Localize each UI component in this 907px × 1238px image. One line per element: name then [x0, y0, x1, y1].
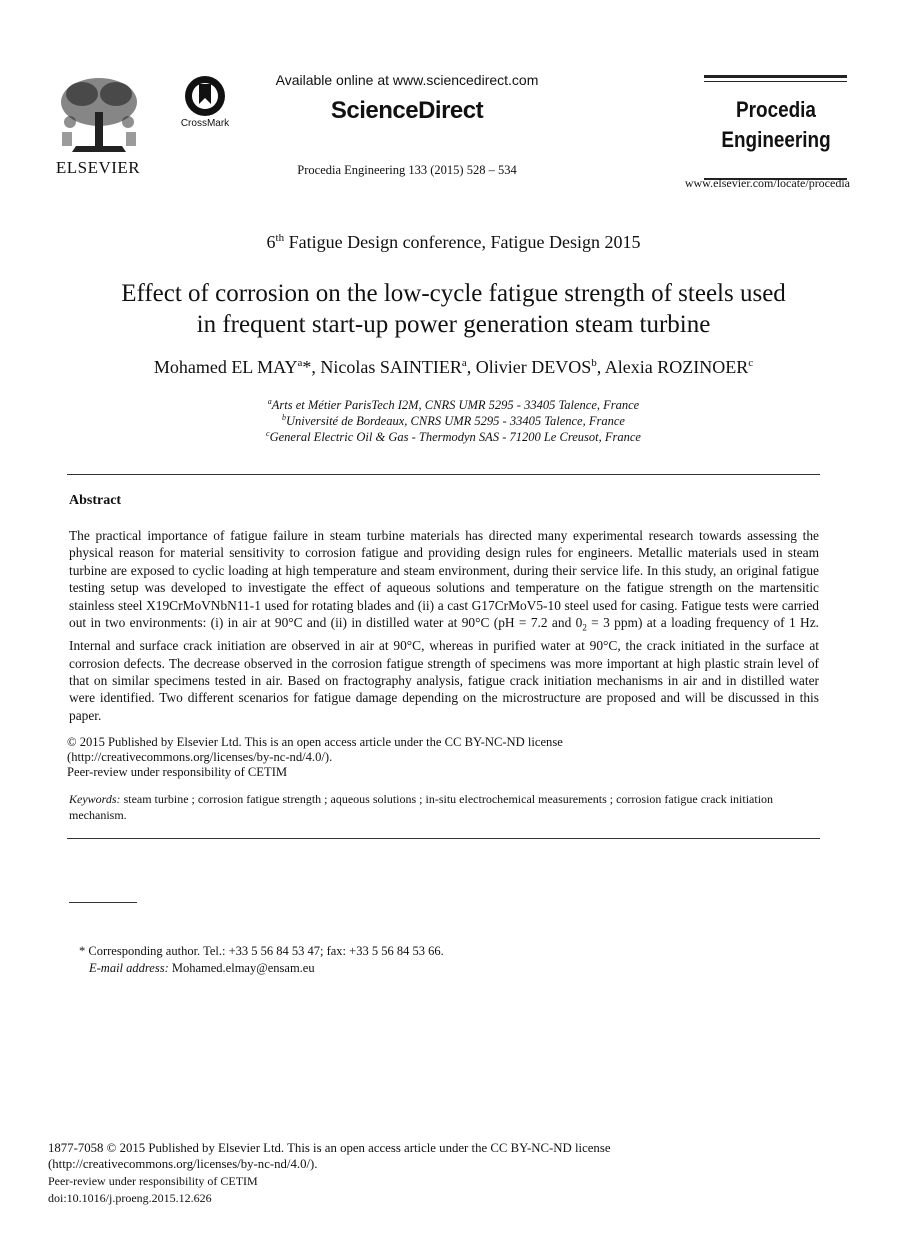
author-sep: ,: [311, 357, 321, 377]
affiliation-sup: a: [267, 397, 272, 406]
affiliation-text: General Electric Oil & Gas - Thermodyn SAS - 71200 Le Creusot, France: [269, 430, 641, 445]
publisher-logo-text: ELSEVIER: [55, 158, 141, 177]
corresponding-mark: *: [302, 357, 312, 377]
footer-doi[interactable]: doi:10.1016/j.proeng.2015.12.626: [48, 1191, 212, 1205]
email-address[interactable]: Mohamed.elmay@ensam.eu: [168, 961, 315, 975]
corresponding-author-note: * Corresponding author. Tel.: +33 5 56 84 53 47; fax: +33 5 56 84 53 66.: [79, 944, 444, 958]
affiliation-text: Université de Bordeaux, CNRS UMR 5295 - 33405 Talence, France: [286, 414, 625, 429]
license-line1: © 2015 Published by Elsevier Ltd. This is an open access article under the CC BY-NC-ND license: [67, 735, 563, 749]
conference-line: [0, 232, 907, 253]
journal-title-line1: Procedia: [736, 97, 816, 122]
author-affil-sup: a: [461, 357, 467, 369]
license-link[interactable]: (http://creativecommons.org/licenses/by-nc-nd/4.0/).: [67, 750, 333, 764]
footer-license-link[interactable]: (http://creativecommons.org/licenses/by-nc-nd/4.0/).: [48, 1157, 318, 1171]
footnote-rule: [69, 902, 137, 903]
author-sep: ,: [596, 357, 605, 377]
author-name: Olivier DEVOS: [475, 357, 592, 377]
journal-title: [716, 95, 836, 155]
abstract-heading: Abstract: [69, 493, 122, 508]
author-name: Nicolas SAINTIER: [320, 357, 462, 377]
journal-url-link[interactable]: www.elsevier.com/locate/procedia: [684, 176, 850, 190]
abstract-text-part2: = 3 ppm) at a loading frequency of 1 Hz. Internal and surface crack initiation are observed in air at 90°C, whereas in purified water at 90°C, the crack initiated in the surface at corrosion defects. The decrease observed in the corrosion fatigue strength of specimens was more important at high plastic strain level of that on similar specimens tested in air. Based on fractography analysis, fatigue crack initiation mechanisms in air and in distilled water were identified. Two different scenarios for fatigue damage depending on the microstructure are proposed and will be discussed in this paper.: [69, 615, 820, 723]
email-label: E-mail address:: [89, 961, 169, 975]
affiliation-sup: b: [282, 413, 287, 422]
crossmark-label: CrossMark: [180, 118, 230, 129]
footer-peer-review: Peer-review under responsibility of CETIM: [48, 1174, 258, 1188]
paper-title-line1: Effect of corrosion on the low-cycle fatigue strength of steels used: [121, 280, 786, 307]
author-name: Alexia ROZINOER: [604, 357, 749, 377]
affiliation-text: Arts et Métier ParisTech I2M, CNRS UMR 5295 - 33405 Talence, France: [271, 398, 640, 413]
keywords-text: steam turbine ; corrosion fatigue strength ; aqueous solutions ; in-situ electrochemical measurements ; corrosion fatigue crack initiation mechanism.: [69, 792, 774, 822]
journal-reference: Procedia Engineering 133 (2015) 528 – 534: [297, 163, 517, 177]
author-affil-sup: a: [297, 357, 303, 369]
author-list: [0, 357, 907, 378]
divider-bottom: [67, 838, 820, 839]
peer-review-line: Peer-review under responsibility of CETIM: [67, 765, 288, 779]
keywords: [69, 792, 789, 823]
email-line: [89, 961, 315, 976]
abstract-body: [69, 527, 819, 724]
abstract-text-part1: The practical importance of fatigue failure in steam turbine materials has directed many experimental research towards assessing the physical reason for material sensitivity to corrosion fatigue and providing design rules for engineers. Metallic materials used in steam turbine are exposed to cyclic loading at high temperature and steam environment, during their service life. In this study, an original fatigue testing setup was developed to investigate the effect of aqueous solutions and temperature on the fatigue strength on the martensitic stainless steel X19CrMoVNbN11-1 used for rotating blades and (ii) a cast G17CrMoV5-10 steel used for casing. Fatigue tests were carried out in two environments: (i) in air at 90°C and (ii) in distilled water at 90°C (pH = 7.2 and 0: [69, 528, 819, 631]
author-affil-sup: c: [748, 357, 754, 369]
footer-issn-license: 1877-7058 © 2015 Published by Elsevier Ltd. This is an open access article under the CC BY-NC-ND license: [48, 1141, 611, 1155]
divider-top: [67, 474, 820, 475]
author-affil-sup: b: [591, 357, 597, 369]
conference-ordinal-suffix: th: [275, 232, 285, 244]
conference-ordinal: 6: [266, 232, 276, 252]
affiliation-sup: c: [266, 429, 270, 438]
affiliation-c: [0, 429, 907, 445]
abstract-subscript: 2: [582, 622, 587, 633]
available-online-line: Available online at www.sciencedirect.com: [275, 72, 539, 88]
sciencedirect-brand[interactable]: ScienceDirect: [330, 97, 484, 124]
paper-title-line2: in frequent start-up power generation steam turbine: [196, 311, 711, 338]
author-sep: ,: [466, 357, 476, 377]
author-name: Mohamed EL MAY: [153, 357, 298, 377]
keywords-label: Keywords:: [69, 792, 121, 806]
conference-name: Fatigue Design conference, Fatigue Design 2015: [284, 232, 641, 252]
paper-title: [40, 278, 867, 340]
journal-title-line2: Engineering: [721, 127, 831, 152]
affiliation-b: [0, 413, 907, 429]
affiliation-a: [0, 397, 907, 413]
